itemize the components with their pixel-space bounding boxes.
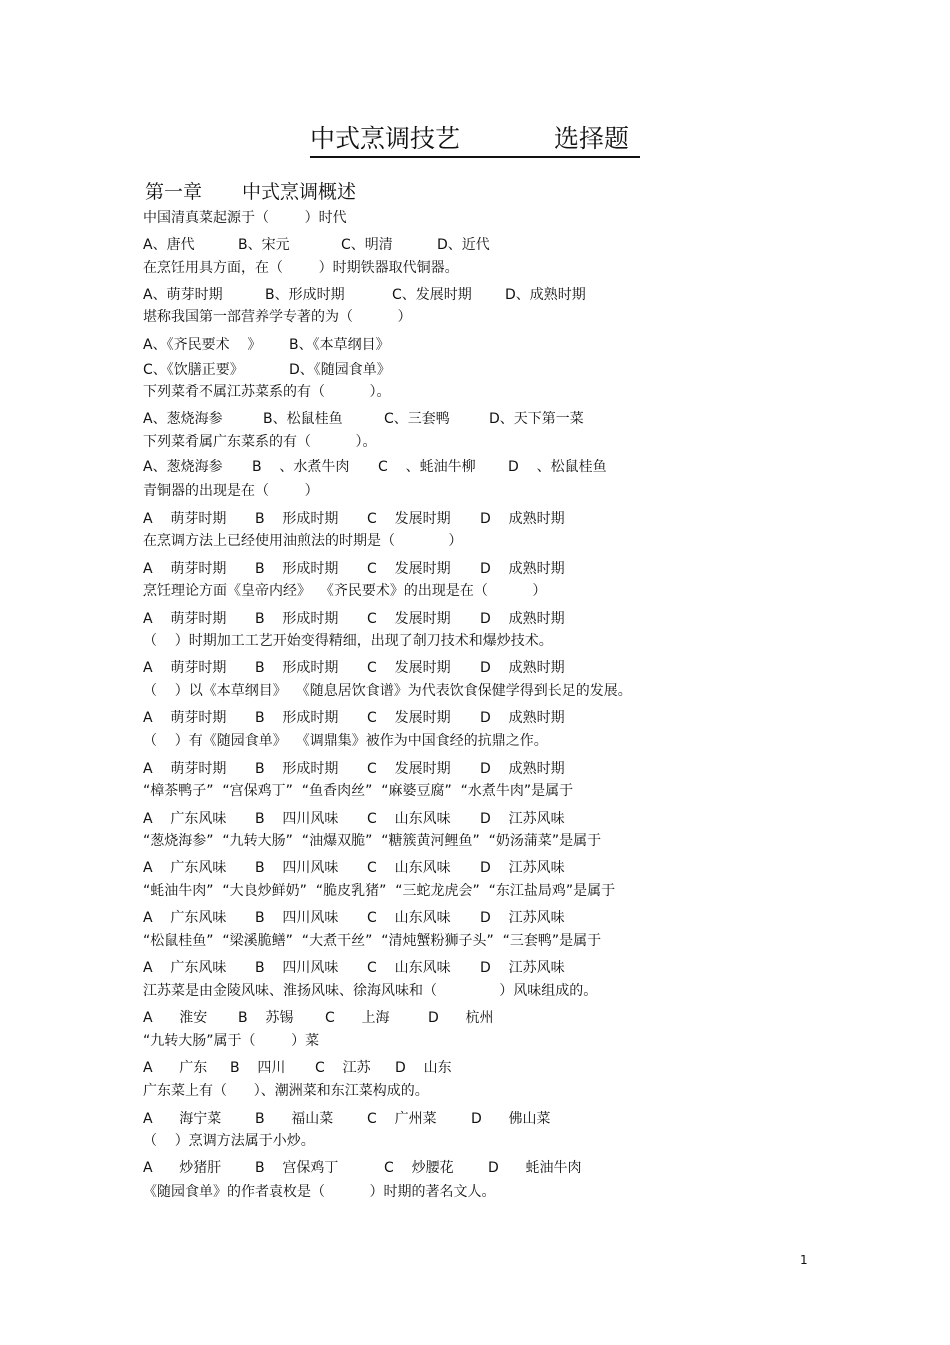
answer-option: B 宫保鸡丁 xyxy=(255,1160,339,1176)
question-text: （ ）时期加工工艺开始变得精细，出现了剞刀技术和爆炒技术。 xyxy=(143,633,553,649)
answer-option: B 苏锡 xyxy=(238,1010,294,1026)
answer-option: C、三套鸭 xyxy=(384,411,450,427)
answer-option: C 山东风味 xyxy=(367,811,451,827)
answer-option: B 四川风味 xyxy=(255,811,339,827)
answer-option: D 江苏风味 xyxy=(480,860,565,876)
answer-option: D 成熟时期 xyxy=(480,561,565,577)
answer-option: C、明清 xyxy=(341,237,393,253)
question-text: 中国清真菜起源于（ ）时代 xyxy=(143,210,347,226)
answer-option: C 山东风味 xyxy=(367,960,451,976)
answer-option: C 山东风味 xyxy=(367,910,451,926)
answer-option: A 海宁菜 xyxy=(143,1111,222,1127)
question-text: “葱烧海参” “九转大肠” “油爆双脆” “糖簇黄河鲤鱼” “奶汤蒲菜”是属于 xyxy=(143,833,602,849)
answer-option: A 萌芽时期 xyxy=(143,710,227,726)
answer-option: A、唐代 xyxy=(143,237,195,253)
answer-option: D 成熟时期 xyxy=(480,511,565,527)
answer-option: C 发展时期 xyxy=(367,511,451,527)
question-text: （ ）有《随园食单》 《调鼎集》被作为中国食经的抗鼎之作。 xyxy=(143,733,548,749)
question-text: （ ）烹调方法属于小炒。 xyxy=(143,1133,315,1149)
answer-option: C 江苏 xyxy=(315,1060,371,1076)
title-part-2: 选择题 xyxy=(554,124,630,153)
question-text: “樟茶鸭子” “宫保鸡丁” “鱼香肉丝” “麻婆豆腐” “水煮牛肉”是属于 xyxy=(143,783,574,799)
answer-option: B 形成时期 xyxy=(255,710,339,726)
chapter-heading xyxy=(145,178,356,206)
answer-option: A、葱烧海参 xyxy=(143,411,223,427)
answer-option: D 江苏风味 xyxy=(480,910,565,926)
question-text: 在烹调方法上已经使用油煎法的时期是（ ） xyxy=(143,533,463,549)
answer-option: D 成熟时期 xyxy=(480,660,565,676)
chapter-name: 中式烹调概述 xyxy=(242,181,357,203)
question-text: 在烹饪用具方面，在（ ）时期铁器取代铜器。 xyxy=(143,260,459,276)
answer-option: C 山东风味 xyxy=(367,860,451,876)
question-text: 广东菜上有（ ）、潮洲菜和东江菜构成的。 xyxy=(143,1083,429,1099)
answer-option: B 、水煮牛肉 xyxy=(252,459,350,475)
answer-option: C 发展时期 xyxy=(367,660,451,676)
answer-option: D 佛山菜 xyxy=(471,1111,551,1127)
answer-option: C、发展时期 xyxy=(392,287,472,303)
answer-option: B、松鼠桂鱼 xyxy=(263,411,343,427)
answer-option: D 成熟时期 xyxy=(480,611,565,627)
question-text: 江苏菜是由金陵风味、淮扬风味、徐海风味和（ ）风味组成的。 xyxy=(143,983,598,999)
question-text: “蚝油牛肉” “大良炒鲜奶” “脆皮乳猪” “三蛇龙虎会” “东江盐局鸡”是属于 xyxy=(143,883,616,899)
question-text: 青铜器的出现是在（ ） xyxy=(143,483,319,499)
chapter-number: 第一章 xyxy=(145,181,203,203)
answer-option: B、形成时期 xyxy=(265,287,345,303)
answer-option: A 广东风味 xyxy=(143,811,227,827)
answer-option: C 炒腰花 xyxy=(384,1160,454,1176)
answer-option: C 广州菜 xyxy=(367,1111,437,1127)
answer-option: A 广东 xyxy=(143,1060,208,1076)
answer-option: C 发展时期 xyxy=(367,761,451,777)
answer-option: A 淮安 xyxy=(143,1010,208,1026)
question-text: （ ）以《本草纲目》 《随息居饮食谱》为代表饮食保健学得到长足的发展。 xyxy=(143,683,632,699)
answer-option: A、萌芽时期 xyxy=(143,287,223,303)
question-text: 下列菜肴不属江苏菜系的有（ ）。 xyxy=(143,384,391,400)
answer-option: B 四川风味 xyxy=(255,910,339,926)
answer-option: D、天下第一菜 xyxy=(489,411,584,427)
answer-option: C、《饮膳正要》 xyxy=(143,362,244,378)
page-number: 1 xyxy=(800,1253,808,1267)
answer-option: D、近代 xyxy=(437,237,490,253)
answer-option: B、宋元 xyxy=(238,237,290,253)
question-text: 堪称我国第一部营养学专著的为（ ） xyxy=(143,309,412,325)
answer-option: C 发展时期 xyxy=(367,561,451,577)
answer-option: A 炒猪肝 xyxy=(143,1160,222,1176)
question-text: “九转大肠”属于（ ）菜 xyxy=(143,1033,320,1049)
answer-option: B、《本草纲目》 xyxy=(289,337,390,353)
answer-option: A、葱烧海参 xyxy=(143,459,223,475)
answer-option: A 萌芽时期 xyxy=(143,561,227,577)
answer-option: D、《随园食单》 xyxy=(289,362,391,378)
answer-option: B 形成时期 xyxy=(255,561,339,577)
answer-option: A 广东风味 xyxy=(143,910,227,926)
answer-option: D 江苏风味 xyxy=(480,960,565,976)
answer-option: A、《齐民要术 》 xyxy=(143,337,262,353)
answer-option: B 形成时期 xyxy=(255,660,339,676)
answer-option: B 形成时期 xyxy=(255,611,339,627)
answer-option: D 蚝油牛肉 xyxy=(488,1160,582,1176)
answer-option: D 山东 xyxy=(395,1060,452,1076)
answer-option: C 上海 xyxy=(325,1010,390,1026)
answer-option: A 萌芽时期 xyxy=(143,511,227,527)
document-title xyxy=(310,122,640,158)
question-text: 《随园食单》的作者袁枚是（ ）时期的著名文人。 xyxy=(143,1184,496,1200)
answer-option: B 形成时期 xyxy=(255,511,339,527)
answer-option: A 萌芽时期 xyxy=(143,761,227,777)
answer-option: D 成熟时期 xyxy=(480,710,565,726)
answer-option: A 萌芽时期 xyxy=(143,660,227,676)
answer-option: D 成熟时期 xyxy=(480,761,565,777)
answer-option: C 、蚝油牛柳 xyxy=(378,459,476,475)
answer-option: D 江苏风味 xyxy=(480,811,565,827)
question-text: 下列菜肴属广东菜系的有（ ）。 xyxy=(143,434,377,450)
answer-option: B 形成时期 xyxy=(255,761,339,777)
answer-option: C 发展时期 xyxy=(367,611,451,627)
answer-option: D 、松鼠桂鱼 xyxy=(508,459,607,475)
answer-option: B 四川 xyxy=(230,1060,286,1076)
answer-option: D、成熟时期 xyxy=(505,287,586,303)
answer-option: C 发展时期 xyxy=(367,710,451,726)
question-text: “松鼠桂鱼” “梁溪脆鳝” “大煮干丝” “清炖蟹粉狮子头” “三套鸭”是属于 xyxy=(143,933,602,949)
answer-option: D 杭州 xyxy=(428,1010,494,1026)
answer-option: A 萌芽时期 xyxy=(143,611,227,627)
answer-option: B 福山菜 xyxy=(255,1111,334,1127)
answer-option: A 广东风味 xyxy=(143,960,227,976)
question-text: 烹饪理论方面《皇帝内经》 《齐民要术》的出现是在（ ） xyxy=(143,583,547,599)
title-part-1: 中式烹调技艺 xyxy=(310,124,461,153)
answer-option: A 广东风味 xyxy=(143,860,227,876)
answer-option: B 四川风味 xyxy=(255,960,339,976)
answer-option: B 四川风味 xyxy=(255,860,339,876)
